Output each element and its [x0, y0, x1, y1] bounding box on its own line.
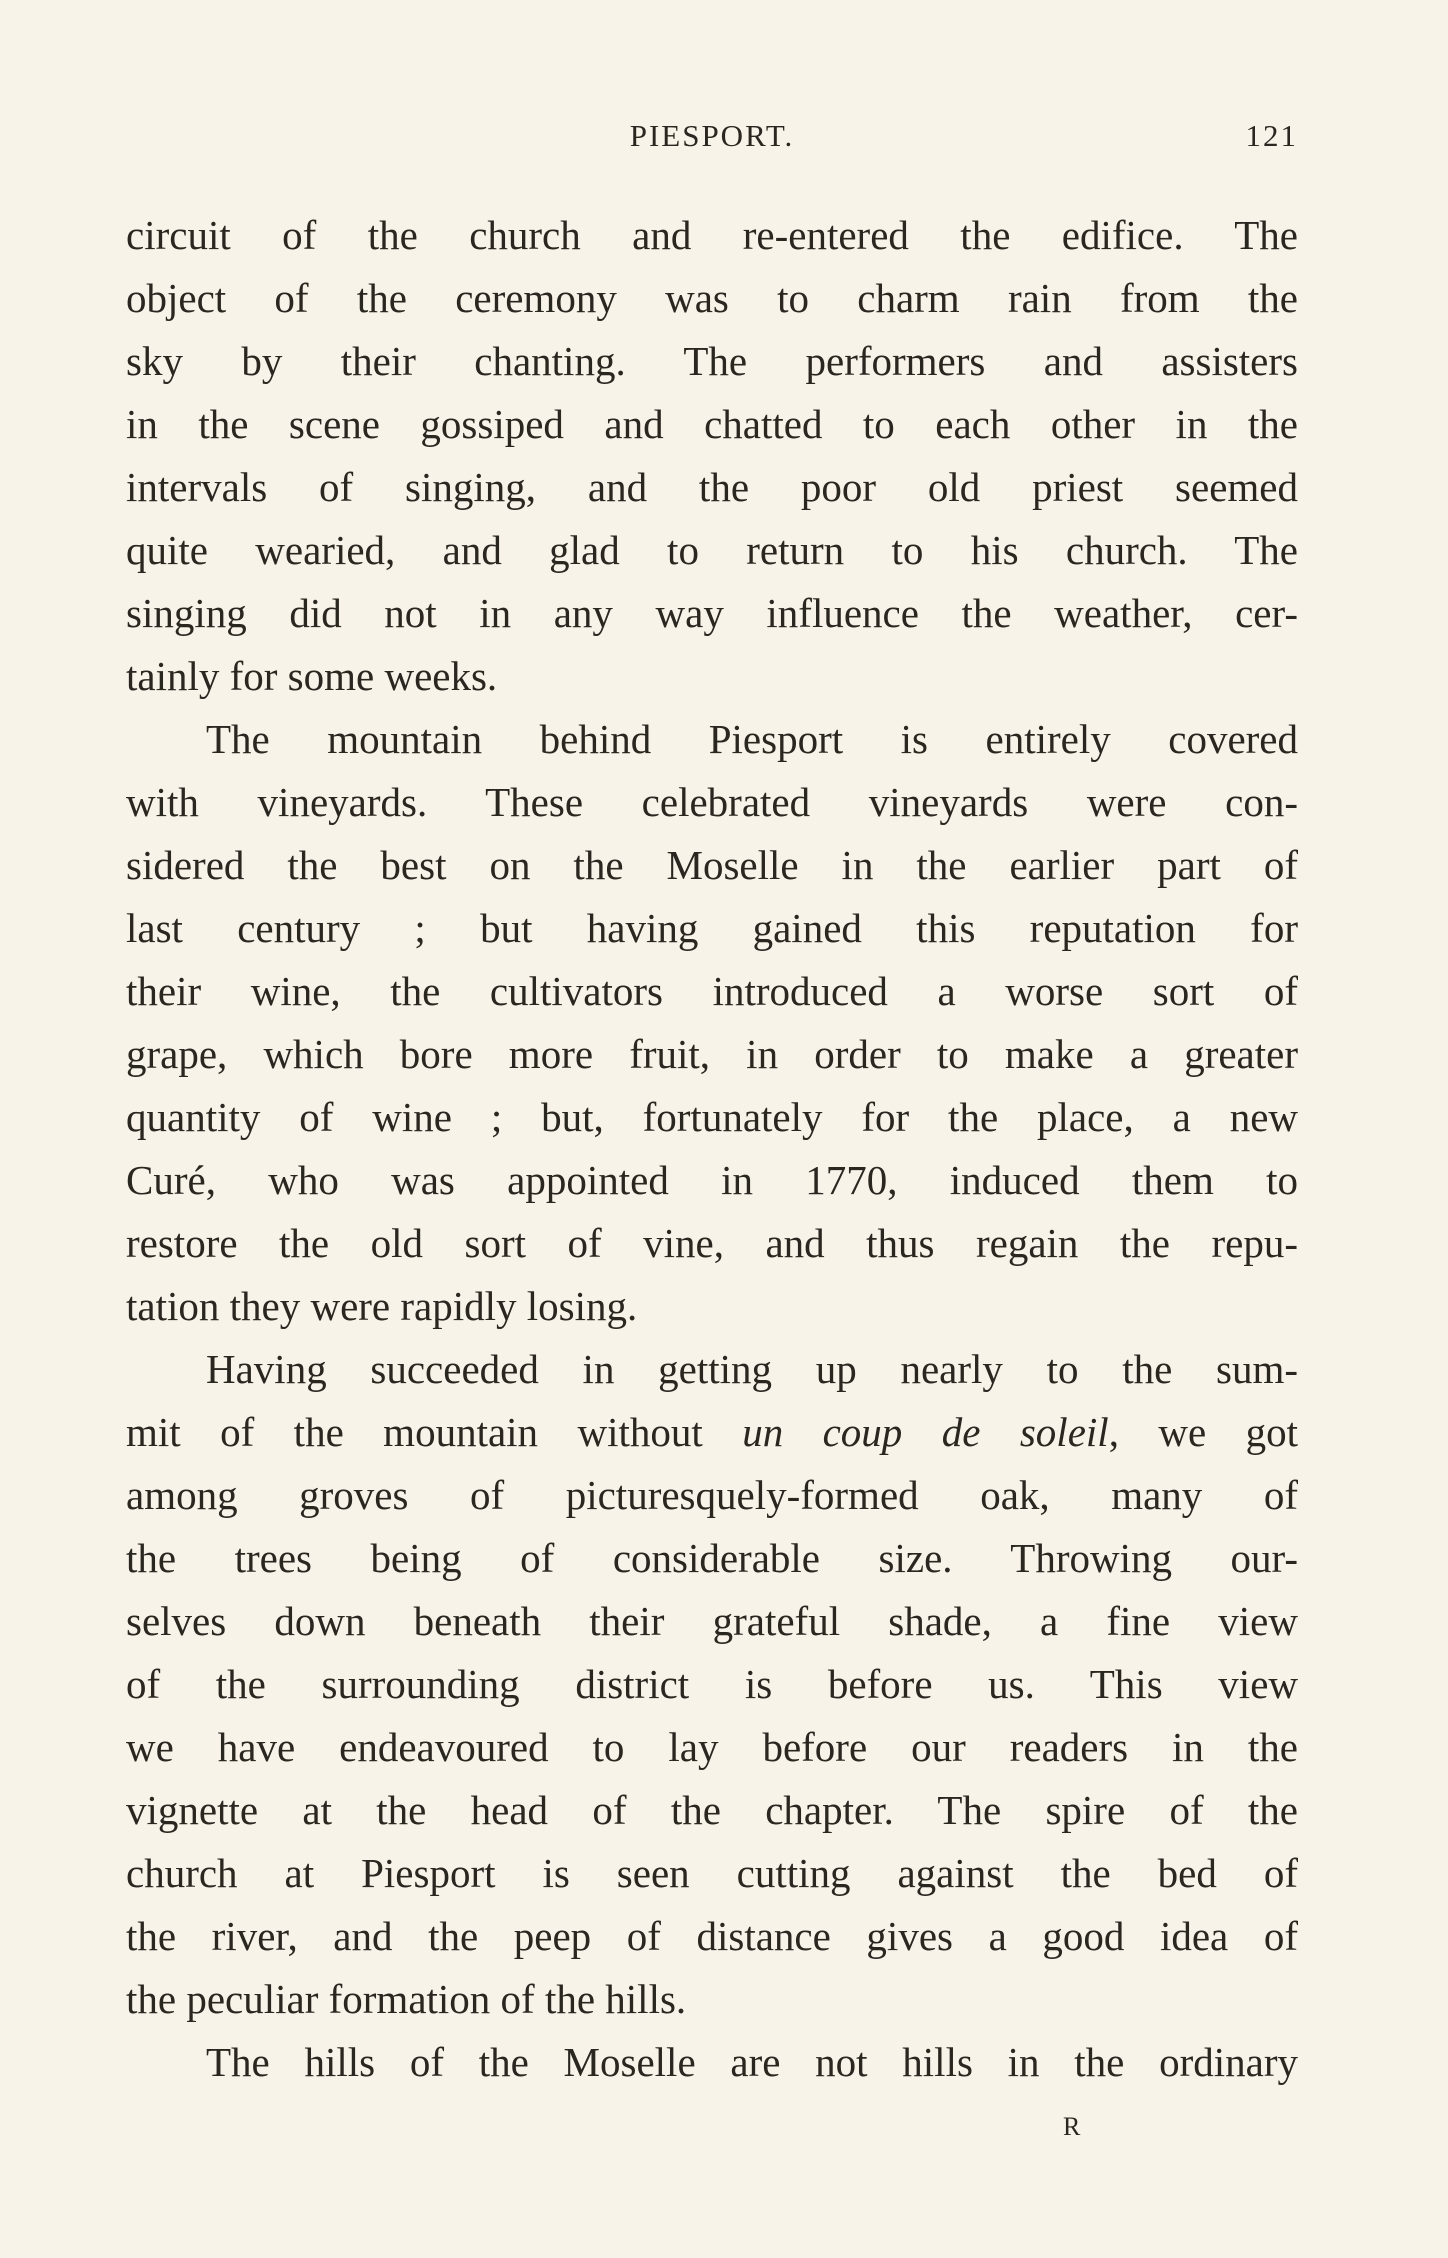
text-line: the trees being of considerable size. Throwing our-: [126, 1535, 1298, 1581]
text-line: sidered the best on the Moselle in the earlier part of: [126, 842, 1298, 888]
body-text: [126, 204, 1298, 2094]
text-line: object of the ceremony was to charm rain from the: [126, 275, 1298, 321]
text-line: sky by their chanting. The performers and assisters: [126, 338, 1298, 384]
text-line: tainly for some weeks.: [126, 653, 498, 699]
text-segment: mit of the mountain without: [126, 1409, 743, 1455]
text-line: their wine, the cultivators introduced a worse sort of: [126, 968, 1298, 1014]
text-line: we have endeavoured to lay before our readers in the: [126, 1724, 1298, 1770]
text-line: vignette at the head of the chapter. The spire of the: [126, 1787, 1298, 1833]
text-line: among groves of picturesquely-formed oak, many of: [126, 1472, 1298, 1518]
text-line: the peculiar formation of the hills.: [126, 1976, 687, 2022]
paragraph-first-line: The hills of the Moselle are not hills in the ordinary: [206, 2039, 1298, 2085]
text-line: circuit of the church and re-entered the edifice. The: [126, 212, 1298, 258]
paragraph-first-line: The mountain behind Piesport is entirely covered: [206, 716, 1298, 762]
text-line: restore the old sort of vine, and thus regain the repu-: [126, 1220, 1298, 1266]
italic-phrase: un coup de soleil: [742, 1409, 1109, 1455]
text-line: quantity of wine ; but, fortunately for the place, a new: [126, 1094, 1298, 1140]
text-segment: , we got: [1108, 1409, 1298, 1455]
signature-mark: R: [1063, 2112, 1082, 2141]
text-line: last century ; but having gained this reputation for: [126, 905, 1298, 951]
running-title: PIESPORT.: [629, 118, 795, 153]
text-line: tation they were rapidly losing.: [126, 1283, 638, 1329]
text-line: in the scene gossiped and chatted to each other in the: [126, 401, 1298, 447]
text-line: singing did not in any way influence the weather, cer-: [126, 590, 1298, 636]
text-line: intervals of singing, and the poor old priest seemed: [126, 464, 1298, 510]
text-line: selves down beneath their grateful shade, a fine view: [126, 1598, 1298, 1644]
text-line: of the surrounding district is before us. This view: [126, 1661, 1298, 1707]
text-line: church at Piesport is seen cutting against the bed of: [126, 1850, 1298, 1896]
running-head: [126, 118, 1298, 168]
text-line: the river, and the peep of distance gives a good idea of: [126, 1913, 1298, 1959]
page-number: 121: [1245, 118, 1298, 153]
text-line-with-italic: [126, 1401, 1298, 1464]
text-line: with vineyards. These celebrated vineyards were con-: [126, 779, 1298, 825]
text-line: grape, which bore more fruit, in order to make a greater: [126, 1031, 1298, 1077]
paragraph-first-line: Having succeeded in getting up nearly to the sum-: [206, 1346, 1298, 1392]
text-line: quite wearied, and glad to return to his church. The: [126, 527, 1298, 573]
text-line: Curé, who was appointed in 1770, induced them to: [126, 1157, 1298, 1203]
